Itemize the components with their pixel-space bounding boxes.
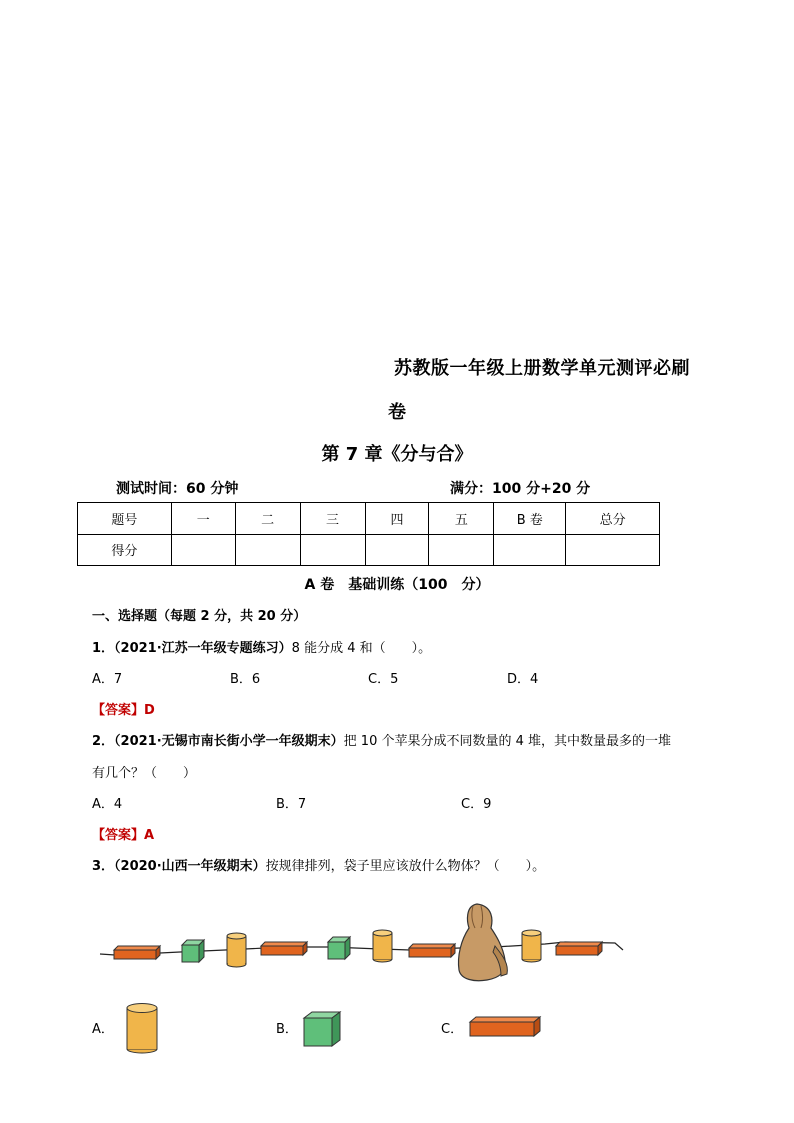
cylinder-shape	[522, 930, 541, 962]
question-3	[92, 855, 545, 874]
bag-icon	[458, 904, 507, 981]
answer-value: A	[144, 828, 155, 843]
question-1	[92, 637, 431, 656]
cuboid-shape	[114, 946, 160, 959]
answer-value: D	[144, 703, 155, 718]
answer-label: 【答案】	[92, 828, 145, 843]
score-cell[interactable]	[300, 534, 365, 566]
score-table	[77, 502, 660, 566]
option-a[interactable]: A．	[92, 1022, 114, 1037]
question-source: （2020·山西一年级期末）	[114, 859, 266, 874]
table-header-cell: 四	[365, 503, 429, 535]
option-a[interactable]: A．7	[92, 672, 123, 687]
full-score: 满分：100 分+20 分	[450, 481, 591, 497]
cube-shape	[182, 940, 204, 962]
score-cell[interactable]	[365, 534, 429, 566]
cylinder-shape	[373, 930, 392, 962]
section-a-title: A 卷 基础训练（100 分）	[304, 577, 490, 593]
cuboid-shape	[409, 944, 455, 957]
question-2	[92, 730, 671, 749]
answer-label: 【答案】	[92, 703, 145, 718]
answer-2	[92, 824, 154, 843]
pattern-illustration	[95, 898, 630, 988]
document-title-line1: 苏教版一年级上册数学单元测评必刷	[394, 358, 690, 379]
question-text: 把 10 个苹果分成不同数量的 4 堆，其中数量最多的一堆	[343, 734, 672, 749]
question-2-line2: 有几个？（ ）	[92, 766, 197, 781]
score-row-label: 得分	[78, 534, 172, 566]
question-number: 2．	[92, 734, 115, 749]
cylinder-option-icon	[124, 1000, 160, 1056]
answer-1	[92, 699, 155, 718]
table-header-cell: B 卷	[494, 503, 566, 535]
cuboid-shape	[261, 942, 307, 955]
table-header-cell: 一	[171, 503, 235, 535]
option-b[interactable]: B．7	[276, 797, 307, 812]
score-cell[interactable]	[171, 534, 235, 566]
question-text: 按规律排列，袋子里应该放什么物体？（ ）。	[265, 859, 546, 874]
score-cell[interactable]	[235, 534, 300, 566]
option-c[interactable]: C．	[441, 1022, 464, 1037]
score-table-score-row	[78, 534, 660, 566]
cube-shape	[328, 937, 350, 959]
question-source: （2021·无锡市南长街小学一年级期末）	[114, 734, 344, 749]
table-header-cell: 题号	[78, 503, 172, 535]
question-number: 1．	[92, 641, 115, 656]
option-c[interactable]: C．5	[368, 672, 399, 687]
option-c[interactable]: C．9	[461, 797, 492, 812]
cylinder-shape	[227, 933, 246, 967]
option-b[interactable]: B．6	[230, 672, 261, 687]
question-text: 8 能分成 4 和（ ）。	[291, 641, 432, 656]
score-cell[interactable]	[494, 534, 566, 566]
part1-title: 一、选择题（每题 2 分，共 20 分）	[92, 609, 307, 624]
cuboid-shape	[556, 942, 602, 955]
table-header-cell: 二	[235, 503, 300, 535]
document-title-line2: 卷	[388, 402, 406, 423]
option-d[interactable]: D．4	[507, 672, 539, 687]
score-table-header-row	[78, 503, 660, 535]
table-header-cell: 五	[429, 503, 494, 535]
option-b[interactable]: B．	[276, 1022, 298, 1037]
table-header-cell: 总分	[566, 503, 660, 535]
question-number: 3．	[92, 859, 115, 874]
table-header-cell: 三	[300, 503, 365, 535]
cube-option-icon	[302, 1010, 346, 1048]
option-a[interactable]: A．4	[92, 797, 123, 812]
chapter-title: 第 7 章《分与合》	[321, 444, 473, 465]
test-time: 测试时间：60 分钟	[116, 481, 239, 497]
question-source: （2021·江苏一年级专题练习）	[114, 641, 292, 656]
score-cell[interactable]	[429, 534, 494, 566]
score-cell[interactable]	[566, 534, 660, 566]
cuboid-option-icon	[468, 1014, 542, 1038]
